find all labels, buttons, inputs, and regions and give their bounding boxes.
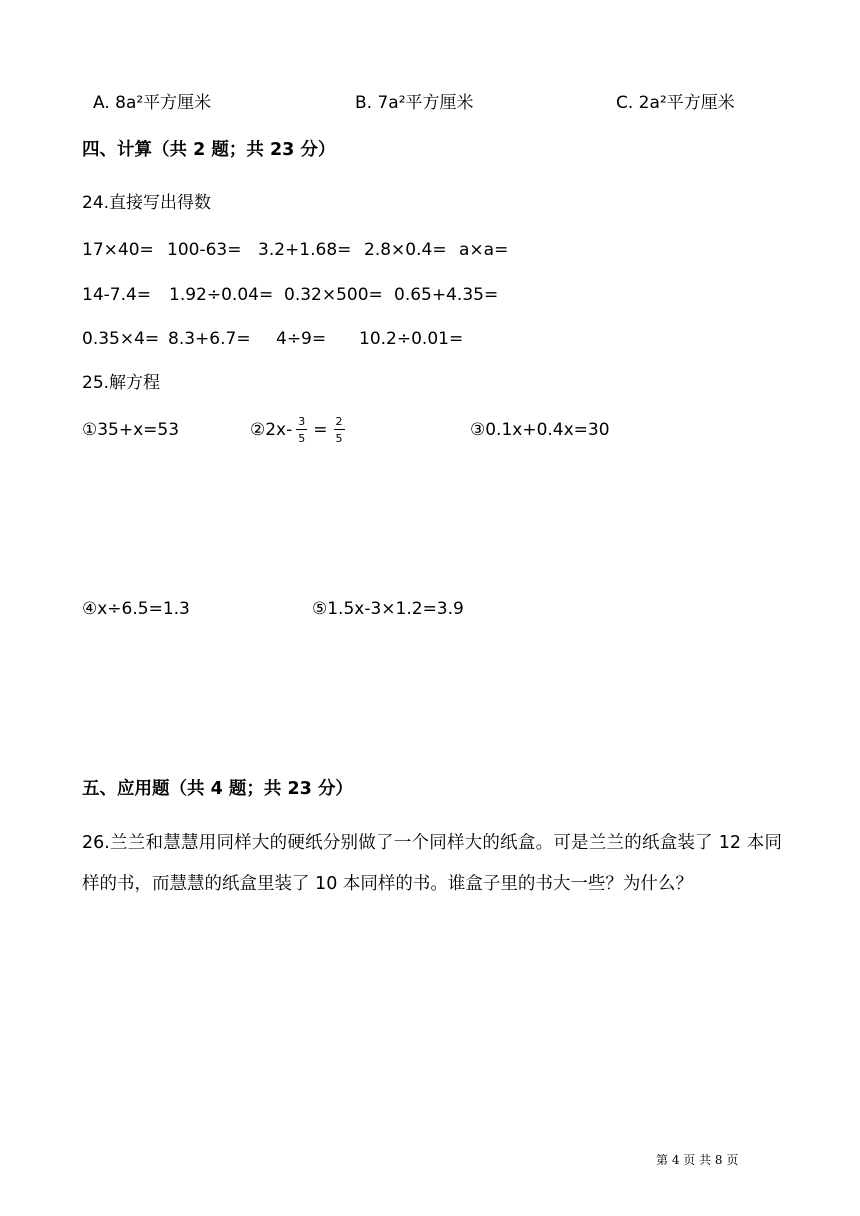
choice-b: B. 7a²平方厘米 bbox=[355, 93, 474, 113]
math-item: a×a= bbox=[459, 240, 509, 260]
math-item: 3.2+1.68= bbox=[258, 240, 352, 260]
question-25-title: 25.解方程 bbox=[82, 373, 161, 393]
math-item: 8.3+6.7= bbox=[168, 329, 251, 349]
math-item: 1.92÷0.04= bbox=[169, 285, 274, 305]
section-four-heading: 四、计算（共 2 题；共 23 分） bbox=[82, 140, 336, 160]
question-24-title: 24.直接写出得数 bbox=[82, 193, 212, 213]
fraction-three-fifths bbox=[296, 416, 307, 444]
equation-2 bbox=[250, 410, 349, 450]
fraction-denominator: 5 bbox=[298, 432, 306, 445]
math-item: 10.2÷0.01= bbox=[359, 329, 464, 349]
math-item: 4÷9= bbox=[276, 329, 327, 349]
equation-3: ③0.1x+0.4x=30 bbox=[470, 420, 610, 440]
equals-sign: = bbox=[313, 420, 328, 440]
math-item: 14-7.4= bbox=[82, 285, 152, 305]
math-item: 17×40= bbox=[82, 240, 154, 260]
fraction-denominator: 5 bbox=[335, 432, 343, 445]
fraction-two-fifths bbox=[334, 416, 345, 444]
equation-1: ①35+x=53 bbox=[82, 420, 180, 440]
equation-4: ④x÷6.5=1.3 bbox=[82, 599, 190, 619]
choice-a: A. 8a²平方厘米 bbox=[93, 93, 212, 113]
equation-5: ⑤1.5x-3×1.2=3.9 bbox=[312, 599, 464, 619]
choice-c: C. 2a²平方厘米 bbox=[616, 93, 735, 113]
math-item: 2.8×0.4= bbox=[364, 240, 447, 260]
fraction-numerator: 3 bbox=[298, 415, 306, 428]
equation-2-prefix: ②2x- bbox=[250, 420, 293, 440]
math-item: 0.65+4.35= bbox=[394, 285, 499, 305]
page-footer: 第 4 页 共 8 页 bbox=[656, 1153, 739, 1167]
section-five-heading: 五、应用题（共 4 题；共 23 分） bbox=[82, 779, 353, 799]
math-item: 100-63= bbox=[167, 240, 242, 260]
fraction-numerator: 2 bbox=[335, 415, 343, 428]
math-item: 0.35×4= bbox=[82, 329, 160, 349]
math-item: 0.32×500= bbox=[284, 285, 383, 305]
question-26-text: 26.兰兰和慧慧用同样大的硬纸分别做了一个同样大的纸盒。可是兰兰的纸盒装了 12 本同样的书，而慧慧的纸盒里装了 10 本同样的书。谁盒子里的书大一些？为什么？ bbox=[82, 833, 782, 894]
